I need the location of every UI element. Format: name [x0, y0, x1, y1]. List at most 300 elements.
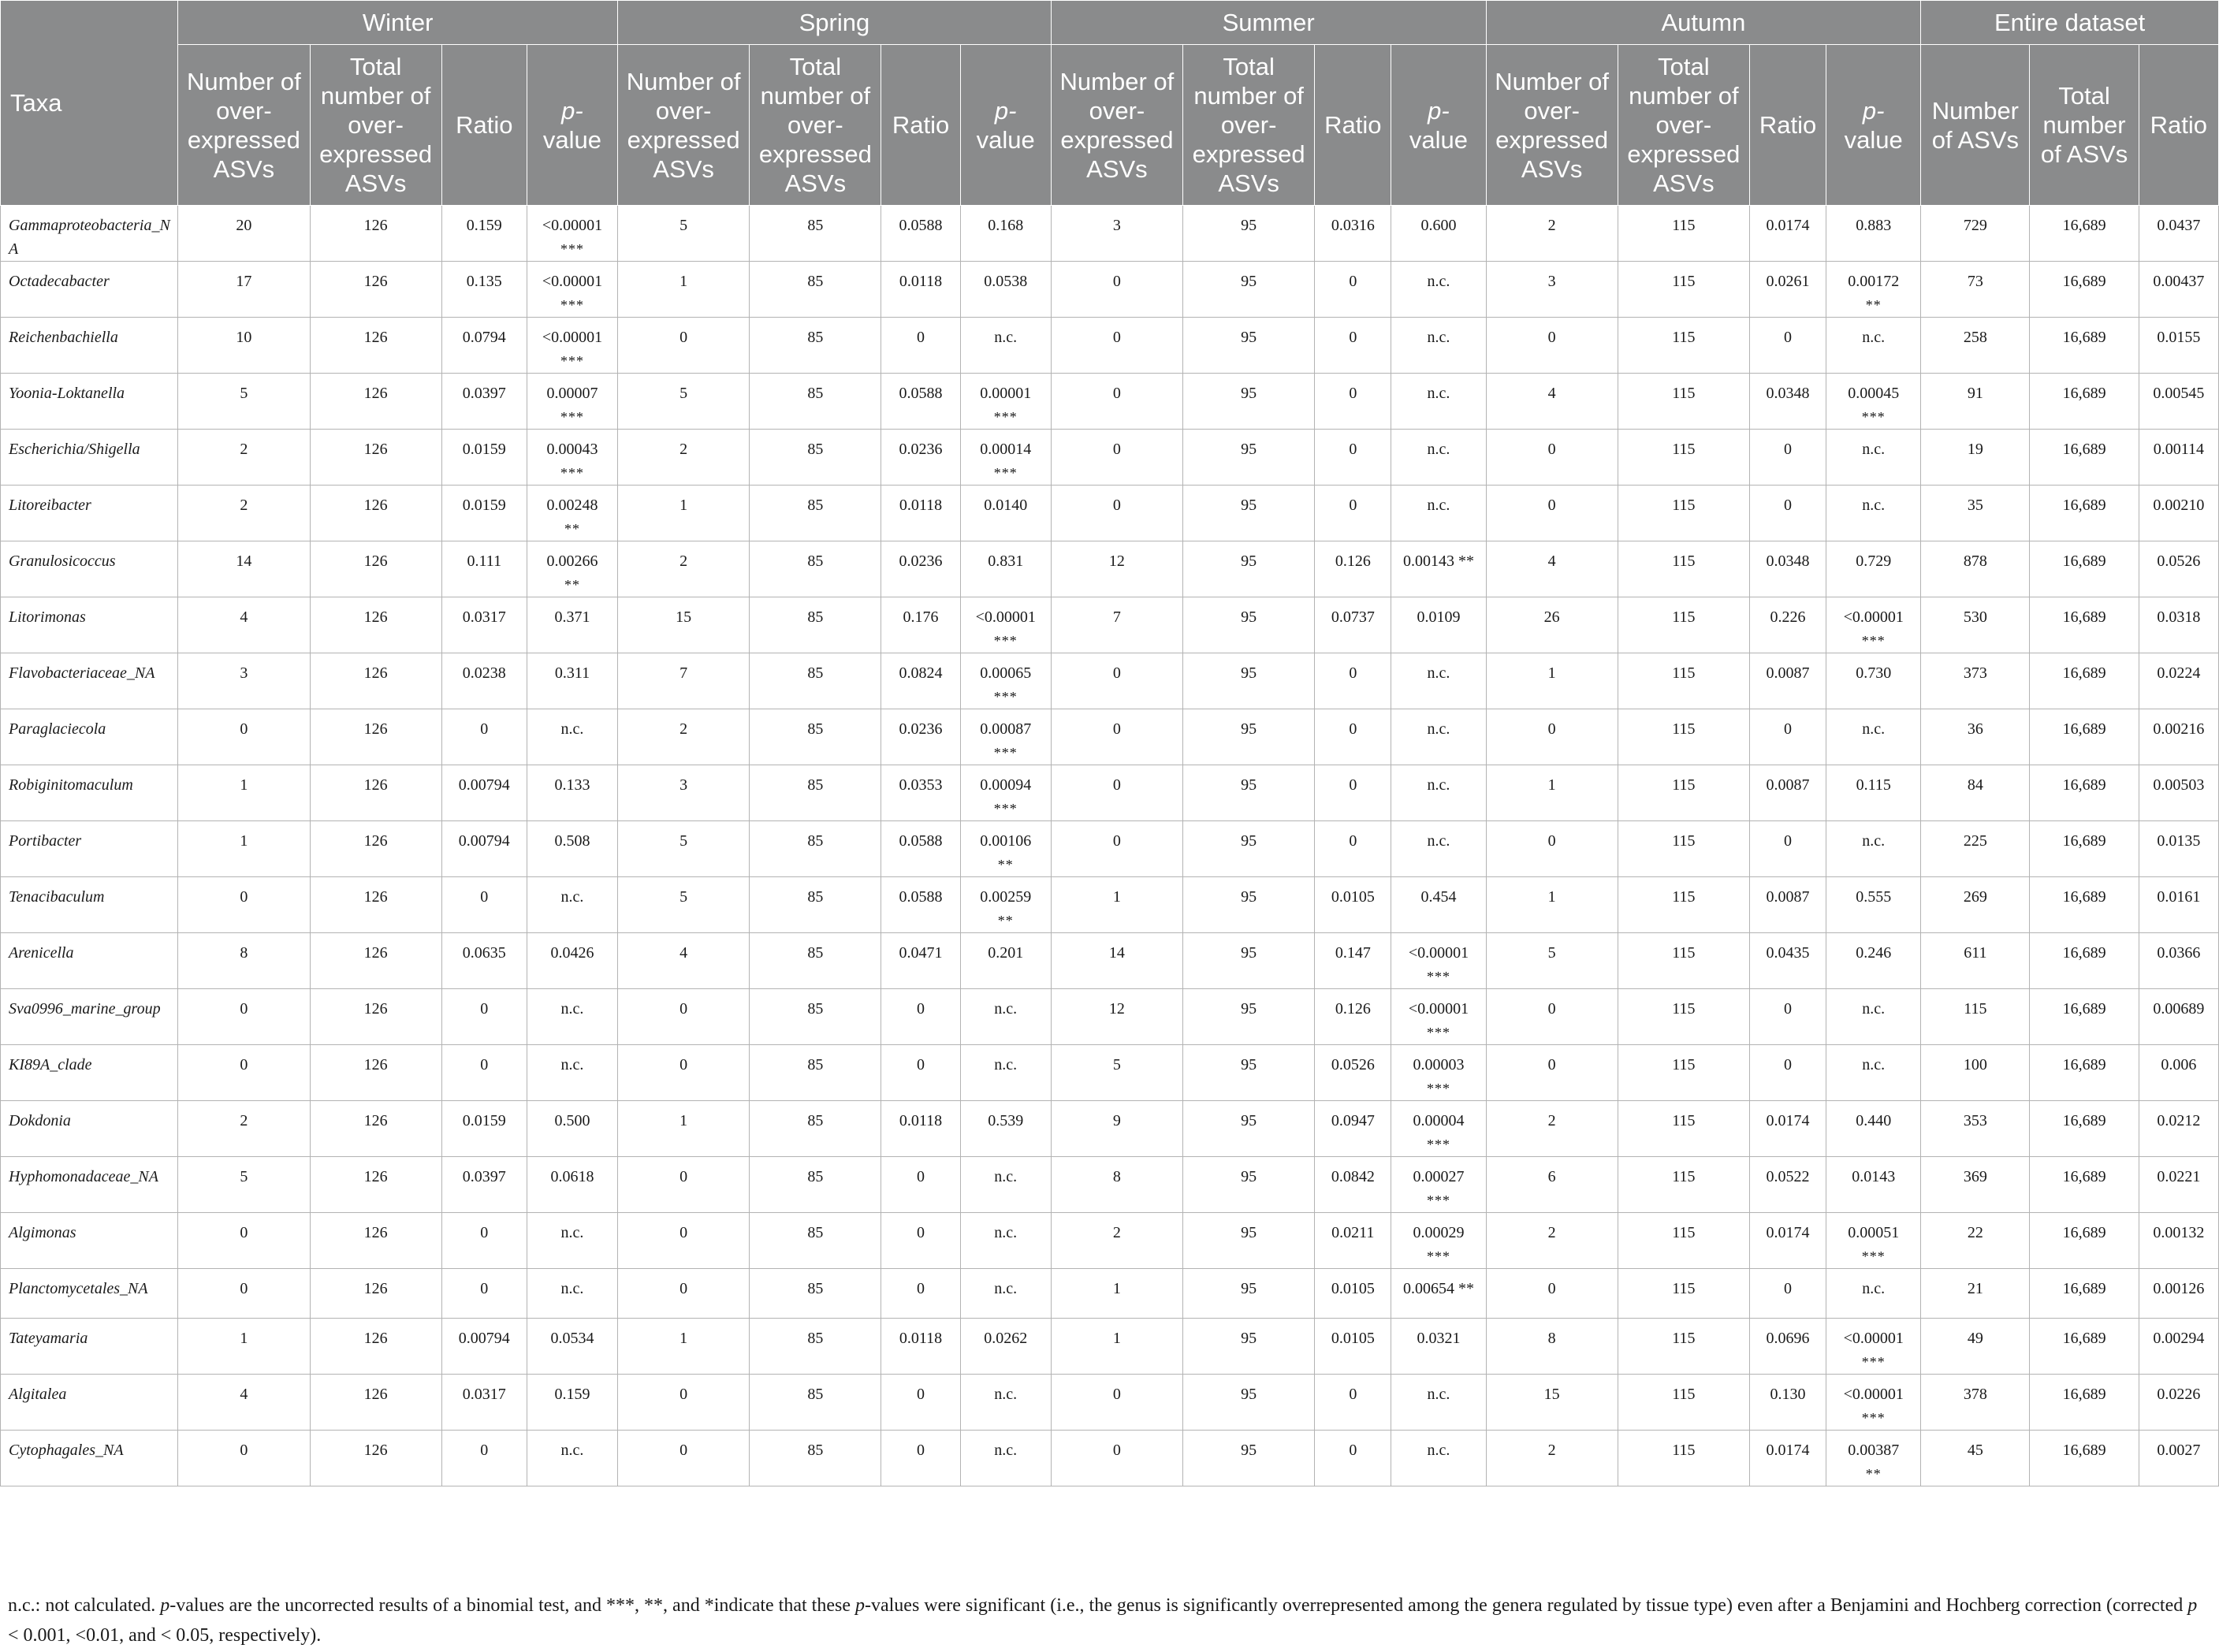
count-cell: 12: [1051, 989, 1182, 1045]
p-value-cell: [1826, 1101, 1921, 1157]
total-cell: 85: [750, 653, 881, 709]
p-value-text: 0.00387: [1848, 1442, 1900, 1460]
ratio-cell: 0: [1315, 486, 1391, 541]
p-value-cell: [527, 318, 617, 374]
significance-marker: ***: [993, 633, 1018, 649]
total-cell: 115: [1618, 1269, 1749, 1319]
table-row: [1, 374, 2219, 430]
entire-ratio-cell: 0.0526: [2139, 541, 2218, 597]
p-value-cell: [1826, 430, 1921, 486]
taxa-cell: Granulosicoccus: [1, 541, 178, 597]
total-cell: 85: [750, 1375, 881, 1431]
ratio-cell: 0: [1315, 653, 1391, 709]
entire-count-cell: 258: [1921, 318, 2030, 374]
ratio-cell: 0.0236: [881, 541, 960, 597]
count-cell: 4: [178, 1375, 310, 1431]
total-cell: 115: [1618, 1045, 1749, 1101]
significance-marker: ***: [1861, 409, 1886, 425]
entire-ratio-cell: 0.00294: [2139, 1319, 2218, 1375]
count-cell: 8: [178, 933, 310, 989]
count-cell: 8: [1486, 1319, 1618, 1375]
ratio-cell: 0: [441, 709, 527, 765]
p-value-text: 0.201: [988, 944, 1024, 962]
header-season-summer: Summer: [1051, 1, 1486, 45]
p-value-text: 0.00029: [1413, 1224, 1465, 1241]
count-cell: 0: [1051, 765, 1182, 821]
p-value-cell: [1826, 1269, 1921, 1319]
entire-count-cell: 530: [1921, 597, 2030, 653]
entire-total-cell: 16,689: [2030, 1213, 2139, 1269]
ratio-cell: 0: [441, 989, 527, 1045]
ratio-cell: 0.0471: [881, 933, 960, 989]
p-value-cell: [1391, 933, 1486, 989]
entire-count-cell: 100: [1921, 1045, 2030, 1101]
p-value-text: 0.454: [1420, 888, 1457, 906]
p-value-text: 0.00014: [980, 441, 1032, 458]
p-value-text: n.c.: [1427, 497, 1450, 514]
p-value-text: 0.0618: [550, 1168, 594, 1185]
significance-marker: ***: [560, 409, 584, 425]
p-value-cell: [1391, 374, 1486, 430]
total-cell: 95: [1183, 1319, 1315, 1375]
p-value-cell: [1826, 1213, 1921, 1269]
total-cell: 126: [310, 318, 441, 374]
significance-marker: **: [1865, 297, 1882, 313]
p-value-text: n.c.: [1862, 1280, 1886, 1297]
taxa-cell: Cytophagales_NA: [1, 1431, 178, 1486]
count-cell: 1: [1051, 1319, 1182, 1375]
p-value-text: n.c.: [1427, 385, 1450, 402]
p-value-text: 0.0262: [984, 1330, 1028, 1348]
p-value-cell: [1826, 1157, 1921, 1213]
significance-marker: ***: [560, 241, 584, 257]
p-value-text: 0.831: [988, 553, 1024, 570]
p-value-text: <0.00001: [1843, 1330, 1904, 1348]
total-cell: 85: [750, 374, 881, 430]
total-cell: 85: [750, 989, 881, 1045]
p-value-text: 0.00003: [1413, 1056, 1465, 1073]
p-value-text: <0.00001: [1408, 944, 1469, 962]
count-cell: 4: [618, 933, 750, 989]
total-cell: 85: [750, 430, 881, 486]
taxa-cell: Algitalea: [1, 1375, 178, 1431]
header-season-winter: Winter: [178, 1, 618, 45]
count-cell: 1: [1486, 765, 1618, 821]
subheader-summer-col-3: p- value: [1391, 45, 1486, 206]
total-cell: 126: [310, 430, 441, 486]
ratio-cell: 0.147: [1315, 933, 1391, 989]
entire-total-cell: 16,689: [2030, 653, 2139, 709]
table-body: [1, 206, 2219, 1486]
p-value-cell: [1391, 709, 1486, 765]
p-value-cell: [1826, 262, 1921, 318]
taxa-cell: Sva0996_marine_group: [1, 989, 178, 1045]
p-value-text: n.c.: [1862, 1056, 1886, 1073]
total-cell: 126: [310, 1045, 441, 1101]
ratio-cell: 0: [1315, 374, 1391, 430]
count-cell: 9: [1051, 1101, 1182, 1157]
p-value-cell: [960, 933, 1051, 989]
p-value-cell: [1826, 541, 1921, 597]
header-entire-dataset: Entire dataset: [1921, 1, 2219, 45]
ratio-cell: 0.0118: [881, 486, 960, 541]
total-cell: 126: [310, 1319, 441, 1375]
p-value-text: n.c.: [1427, 832, 1450, 850]
count-cell: 0: [1486, 318, 1618, 374]
p-value-cell: [960, 1269, 1051, 1319]
entire-ratio-cell: 0.0318: [2139, 597, 2218, 653]
entire-count-cell: 611: [1921, 933, 2030, 989]
count-cell: 0: [1051, 821, 1182, 877]
p-value-text: n.c.: [1427, 273, 1450, 290]
total-cell: 115: [1618, 653, 1749, 709]
count-cell: 1: [178, 821, 310, 877]
p-value-cell: [1391, 541, 1486, 597]
subheader-autumn-col-2: Ratio: [1749, 45, 1826, 206]
count-cell: 0: [1486, 1269, 1618, 1319]
p-value-text: <0.00001: [975, 608, 1036, 626]
ratio-cell: 0.0105: [1315, 1269, 1391, 1319]
p-value-text: n.c.: [994, 1280, 1018, 1297]
count-cell: 0: [178, 1045, 310, 1101]
total-cell: 126: [310, 206, 441, 262]
total-cell: 115: [1618, 541, 1749, 597]
p-value-text: 0.0143: [1852, 1168, 1896, 1185]
p-value-cell: [960, 1101, 1051, 1157]
p-value-cell: [1391, 262, 1486, 318]
entire-total-cell: 16,689: [2030, 430, 2139, 486]
count-cell: 3: [618, 765, 750, 821]
table-row: [1, 486, 2219, 541]
count-cell: 0: [178, 989, 310, 1045]
p-value-cell: [1391, 989, 1486, 1045]
count-cell: 2: [178, 486, 310, 541]
count-cell: 0: [1051, 430, 1182, 486]
footnote-text: n.c.: not calculated. p-values are the uncorrected results of a binomial test, and ***, **, and *indicate that these p-values were significant (i.e., the genus is significantly overrepresented among the genera regulated by tissue type) even after a Benjamini and Hochberg correction (corrected p < 0.001, <0.01, and < 0.05, respectively).: [8, 1595, 2198, 1646]
significance-marker: ***: [993, 465, 1018, 481]
p-value-cell: [1826, 1431, 1921, 1486]
ratio-cell: 0.0211: [1315, 1213, 1391, 1269]
significance-marker: **: [564, 521, 580, 537]
total-cell: 95: [1183, 877, 1315, 933]
entire-total-cell: 16,689: [2030, 709, 2139, 765]
count-cell: 4: [1486, 374, 1618, 430]
p-value-cell: [960, 989, 1051, 1045]
count-cell: 1: [1486, 877, 1618, 933]
ratio-cell: 0: [1315, 318, 1391, 374]
p-value-cell: [1391, 765, 1486, 821]
p-value-cell: [527, 709, 617, 765]
p-value-text: 0.440: [1856, 1112, 1892, 1129]
p-value-text: n.c.: [1427, 441, 1450, 458]
count-cell: 0: [1486, 486, 1618, 541]
entire-total-cell: 16,689: [2030, 1045, 2139, 1101]
total-cell: 115: [1618, 1319, 1749, 1375]
p-value-text: n.c.: [1862, 497, 1886, 514]
entire-total-cell: 16,689: [2030, 821, 2139, 877]
total-cell: 115: [1618, 877, 1749, 933]
entire-ratio-cell: 0.00114: [2139, 430, 2218, 486]
header-season-spring: Spring: [618, 1, 1052, 45]
total-cell: 126: [310, 933, 441, 989]
subheader-autumn-col-3: p- value: [1826, 45, 1921, 206]
significance-marker: ***: [1426, 1192, 1450, 1208]
p-value-text: 0.00172: [1848, 273, 1900, 290]
ratio-cell: 0: [881, 1045, 960, 1101]
p-value-text: <0.00001: [1843, 608, 1904, 626]
total-cell: 95: [1183, 430, 1315, 486]
taxa-cell: KI89A_clade: [1, 1045, 178, 1101]
total-cell: 85: [750, 1045, 881, 1101]
p-value-cell: [527, 1269, 617, 1319]
ratio-cell: 0: [1749, 821, 1826, 877]
total-cell: 85: [750, 1269, 881, 1319]
p-value-text: 0.883: [1856, 217, 1892, 234]
total-cell: 95: [1183, 318, 1315, 374]
total-cell: 95: [1183, 1431, 1315, 1486]
taxa-cell: Yoonia-Loktanella: [1, 374, 178, 430]
ratio-cell: 0.0522: [1749, 1157, 1826, 1213]
count-cell: 4: [178, 597, 310, 653]
total-cell: 126: [310, 374, 441, 430]
ratio-cell: 0.0737: [1315, 597, 1391, 653]
entire-ratio-cell: 0.0135: [2139, 821, 2218, 877]
total-cell: 95: [1183, 765, 1315, 821]
p-value-text: n.c.: [1427, 329, 1450, 346]
count-cell: 1: [618, 486, 750, 541]
significance-marker: **: [997, 913, 1014, 928]
p-value-text: 0.555: [1856, 888, 1892, 906]
entire-count-cell: 369: [1921, 1157, 2030, 1213]
p-value-text: 0.0538: [984, 273, 1028, 290]
ratio-cell: 0.0174: [1749, 1213, 1826, 1269]
entire-total-cell: 16,689: [2030, 597, 2139, 653]
subheader-summer-col-2: Ratio: [1315, 45, 1391, 206]
table-row: [1, 318, 2219, 374]
p-value-text: 0.00143 **: [1402, 553, 1474, 570]
count-cell: 0: [618, 1157, 750, 1213]
count-cell: 0: [1051, 486, 1182, 541]
entire-total-cell: 16,689: [2030, 989, 2139, 1045]
count-cell: 14: [1051, 933, 1182, 989]
p-value-cell: [1391, 318, 1486, 374]
ratio-cell: 0.0588: [881, 206, 960, 262]
entire-ratio-cell: 0.00210: [2139, 486, 2218, 541]
count-cell: 17: [178, 262, 310, 318]
significance-marker: ***: [993, 409, 1018, 425]
total-cell: 95: [1183, 1101, 1315, 1157]
table-row: [1, 1045, 2219, 1101]
p-value-text: 0.00106: [980, 832, 1032, 850]
p-value-text: 0.311: [554, 664, 590, 682]
table-row: [1, 1157, 2219, 1213]
total-cell: 115: [1618, 597, 1749, 653]
entire-count-cell: 73: [1921, 262, 2030, 318]
count-cell: 1: [618, 1101, 750, 1157]
taxa-cell: Arenicella: [1, 933, 178, 989]
table-row: [1, 1319, 2219, 1375]
subheader-row: [1, 45, 2219, 206]
p-value-text: 0.508: [554, 832, 590, 850]
subheader-spring-col-2: Ratio: [881, 45, 960, 206]
ratio-cell: 0.0842: [1315, 1157, 1391, 1213]
total-cell: 115: [1618, 1431, 1749, 1486]
entire-total-cell: 16,689: [2030, 1319, 2139, 1375]
total-cell: 95: [1183, 1045, 1315, 1101]
ratio-cell: 0.126: [1315, 989, 1391, 1045]
ratio-cell: 0.0105: [1315, 877, 1391, 933]
entire-ratio-cell: 0.0221: [2139, 1157, 2218, 1213]
p-value-cell: [527, 821, 617, 877]
entire-count-cell: 22: [1921, 1213, 2030, 1269]
ratio-cell: 0.159: [441, 206, 527, 262]
total-cell: 85: [750, 541, 881, 597]
count-cell: 8: [1051, 1157, 1182, 1213]
table-row: [1, 430, 2219, 486]
count-cell: 0: [1051, 262, 1182, 318]
ratio-cell: 0.0317: [441, 1375, 527, 1431]
total-cell: 95: [1183, 653, 1315, 709]
p-value-text: 0.246: [1856, 944, 1892, 962]
entire-ratio-cell: 0.00132: [2139, 1213, 2218, 1269]
significance-marker: **: [997, 857, 1014, 873]
p-value-text: 0.115: [1856, 776, 1891, 794]
total-cell: 115: [1618, 262, 1749, 318]
p-value-cell: [1391, 821, 1486, 877]
count-cell: 0: [618, 1269, 750, 1319]
subheader-winter-col-0: Number of over-expressed ASVs: [178, 45, 310, 206]
p-value-cell: [960, 1157, 1051, 1213]
ratio-cell: 0.0118: [881, 1319, 960, 1375]
count-cell: 2: [618, 430, 750, 486]
total-cell: 95: [1183, 374, 1315, 430]
table-row: [1, 541, 2219, 597]
count-cell: 0: [1486, 821, 1618, 877]
ratio-cell: 0.0526: [1315, 1045, 1391, 1101]
total-cell: 126: [310, 541, 441, 597]
count-cell: 0: [618, 318, 750, 374]
entire-total-cell: 16,689: [2030, 374, 2139, 430]
p-value-text: n.c.: [560, 1280, 584, 1297]
ratio-cell: 0.111: [441, 541, 527, 597]
p-value-cell: [1391, 653, 1486, 709]
ratio-cell: 0.226: [1749, 597, 1826, 653]
entire-count-cell: 353: [1921, 1101, 2030, 1157]
ratio-cell: 0: [1749, 989, 1826, 1045]
count-cell: 15: [618, 597, 750, 653]
p-value-cell: [1826, 933, 1921, 989]
ratio-cell: 0: [1315, 1431, 1391, 1486]
count-cell: 0: [178, 1431, 310, 1486]
ratio-cell: 0.00794: [441, 821, 527, 877]
entire-count-cell: 729: [1921, 206, 2030, 262]
p-value-text: n.c.: [1427, 664, 1450, 682]
count-cell: 0: [178, 1213, 310, 1269]
p-value-text: n.c.: [1427, 776, 1450, 794]
ratio-cell: 0: [1749, 709, 1826, 765]
p-value-cell: [960, 206, 1051, 262]
p-value-text: 0.159: [554, 1386, 590, 1404]
significance-marker: ***: [1861, 1354, 1886, 1371]
taxa-cell: Algimonas: [1, 1213, 178, 1269]
total-cell: 115: [1618, 821, 1749, 877]
p-value-text: 0.00004: [1413, 1112, 1465, 1129]
p-value-cell: [1391, 1375, 1486, 1431]
entire-count-cell: 21: [1921, 1269, 2030, 1319]
table-row: [1, 597, 2219, 653]
p-value-text: 0.00654 **: [1402, 1280, 1474, 1297]
ratio-cell: 0.0824: [881, 653, 960, 709]
taxa-cell: Gammaproteobacteria_NA: [1, 206, 178, 262]
significance-marker: **: [1865, 1466, 1882, 1483]
ratio-cell: 0: [441, 877, 527, 933]
p-value-cell: [1826, 1375, 1921, 1431]
count-cell: 14: [178, 541, 310, 597]
significance-marker: ***: [993, 689, 1018, 705]
total-cell: 115: [1618, 989, 1749, 1045]
ratio-cell: 0.176: [881, 597, 960, 653]
ratio-cell: 0: [441, 1213, 527, 1269]
ratio-cell: 0: [1315, 765, 1391, 821]
subheader-autumn-col-0: Number of over-expressed ASVs: [1486, 45, 1618, 206]
table-row: [1, 989, 2219, 1045]
p-value-text: 0.0534: [550, 1330, 594, 1348]
significance-marker: ***: [1426, 1025, 1450, 1040]
significance-marker: ***: [1861, 1248, 1886, 1264]
count-cell: 5: [178, 1157, 310, 1213]
ratio-cell: 0: [1315, 262, 1391, 318]
p-value-cell: [960, 486, 1051, 541]
p-value-text: 0.00094: [980, 776, 1032, 794]
total-cell: 126: [310, 653, 441, 709]
count-cell: 20: [178, 206, 310, 262]
ratio-cell: 0: [881, 1269, 960, 1319]
count-cell: 0: [1486, 709, 1618, 765]
p-value-cell: [1826, 989, 1921, 1045]
p-value-text: 0.500: [554, 1112, 590, 1129]
taxa-cell: Planctomycetales_NA: [1, 1269, 178, 1319]
ratio-cell: 0.0174: [1749, 206, 1826, 262]
taxa-cell: Robiginitomaculum: [1, 765, 178, 821]
p-value-cell: [527, 765, 617, 821]
p-value-cell: [527, 206, 617, 262]
p-value-text: 0.00027: [1413, 1168, 1465, 1185]
p-value-text: <0.00001: [1843, 1386, 1904, 1404]
table-row: [1, 821, 2219, 877]
p-value-cell: [960, 709, 1051, 765]
entire-total-cell: 16,689: [2030, 318, 2139, 374]
count-cell: 0: [1051, 374, 1182, 430]
p-value-cell: [960, 1319, 1051, 1375]
count-cell: 0: [1051, 709, 1182, 765]
p-value-text: <0.00001: [1408, 1000, 1469, 1018]
p-value-text: n.c.: [560, 1442, 584, 1460]
p-value-cell: [1826, 597, 1921, 653]
ratio-cell: 0.0087: [1749, 877, 1826, 933]
p-value-cell: [1826, 653, 1921, 709]
entire-ratio-cell: 0.0437: [2139, 206, 2218, 262]
p-value-text: n.c.: [994, 1056, 1018, 1073]
subheader-entire-col-1: Total number of ASVs: [2030, 45, 2139, 206]
p-value-text: n.c.: [994, 1000, 1018, 1018]
subheader-spring-col-3: p- value: [960, 45, 1051, 206]
count-cell: 0: [618, 989, 750, 1045]
ratio-cell: 0: [1749, 486, 1826, 541]
entire-total-cell: 16,689: [2030, 541, 2139, 597]
ratio-cell: 0.0159: [441, 1101, 527, 1157]
entire-total-cell: 16,689: [2030, 1157, 2139, 1213]
entire-ratio-cell: 0.0226: [2139, 1375, 2218, 1431]
